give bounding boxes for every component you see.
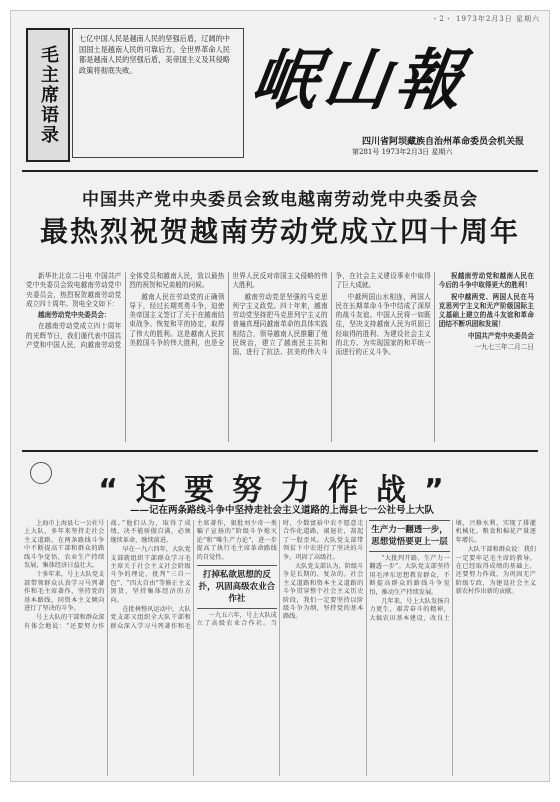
paragraph: 中越两国山水相连，两国人民在长期革命斗争中结成了深厚的战斗友谊。中国人民将一如既往，坚决支持越南人民为巩固已经取得的胜利、为建设社会主义的北方、为实现国家的和平统一而进行的正义斗争。 (335, 292, 431, 357)
paragraph: 一九五六年，号上大队成立了高级农业合作社。当时，少数富裕中农不愿意走合作化道路，闹退社，刮起了一股歪风。大队党支部带领贫下中农进行了坚决的斗争，巩固了高级社。 (196, 520, 364, 628)
paragraph: 上海市上海县七一公社号上大队，多年来坚持走社会主义道路，在两条路线斗争中不断提高干部和群众的路线斗争觉悟，农业生产持续发展，集体经济日益壮大。 (24, 520, 105, 570)
quote-label-char: 录 (38, 125, 59, 145)
article-telegram (26, 272, 534, 442)
article-date: 一九七三年二月二日 (474, 343, 534, 352)
quote-label-char: 语 (38, 105, 59, 125)
quote-label-char: 毛 (38, 45, 59, 65)
article-feature (24, 520, 536, 776)
feature-title: “还要努力作战” (98, 473, 462, 508)
headline-main: 最热烈祝贺越南劳动党成立四十周年 (39, 215, 520, 248)
paragraph: 大队干部和群众说：我们一定要牢记毛主席的教导，在已经取得成绩的基础上，还要努力作战，为巩固无产阶级专政，为建设社会主义新农村作出新的贡献。 (455, 546, 536, 596)
paragraph: 越南劳动党是坚强的马克思列宁主义政党。四十年来，越南劳动党坚持把马克思列宁主义的普遍真理同越南革命的具体实践相结合，领导越南人民推翻了殖民统治，建立了越南民主共和国，进行了抗法、抗美的伟大斗争，在社会主义建设事业中取得了巨大成就。 (232, 272, 431, 357)
signature: 中国共产党中央委员会 (468, 331, 534, 340)
headline-primary: 中国共产党中央委员会致电越南劳动党中央委员会 (82, 190, 478, 210)
paragraph: 在批林整风运动中，大队党支部又组织全大队干部和群众深入学习马列著作和毛主席著作，狠批刘少奇一类骗子宣扬的“阶级斗争熄灭论”和“唯生产力论”，进一步提高了执行毛主席革命路线的自觉性。 (110, 520, 277, 630)
masthead (246, 40, 542, 140)
subhead: 打掉私欲思想的反扑，巩固高级农业合作社 (197, 565, 277, 609)
issue-line: 第281号 1973年2月3日 星期六 (352, 148, 453, 156)
quote-label-char: 主 (38, 65, 59, 85)
date-strip: ・2・ 1973年2月3日 星期六 (431, 15, 540, 23)
paragraph: 号上大队的干部和群众深有体会地说：“还要努力作战。”他们认为，取得了成绩，决不能骄傲自满，必须继续革命，继续前进。 (24, 520, 191, 630)
newspaper-page (10, 10, 550, 782)
paragraph: 越南劳动党中央委员会： (38, 311, 111, 320)
feature-subtitle: ——记在两条路线斗争中坚持走社会主义道路的上海县七一公社号上大队 (130, 505, 435, 516)
paragraph: 祝越南劳动党和越南人民在今后的斗争中取得更大的胜利！ (438, 272, 534, 290)
quote-label-char: 席 (38, 85, 59, 105)
paragraph: 大队党支部认为，阶级斗争是长期的、复杂的。社会主义道路和资本主义道路的斗争贯穿整个社会主义历史阶段，我们一定要坚持以阶级斗争为纲，坚持党的基本路线。 (282, 563, 364, 621)
masthead-subtitle: 四川省阿坝藏族自治州革命委员会机关报 (362, 137, 525, 147)
paragraph: 新华社北京二日电 中国共产党中央委员会致电越南劳动党中央委员会，热烈祝贺越南劳动党成立四十周年。贺电全文如下： (26, 272, 122, 308)
paragraph: 越南人民在劳动党的正确领导下，经过长期英勇斗争，迫使美帝国主义签订了关于在越南结束战争、恢复和平的协定，取得了伟大的胜利。这是越南人民抗美救国斗争的伟大胜利，也是全世界人民反对帝国主义侵略的伟大胜利。 (129, 272, 328, 348)
paragraph: 几年来，号上大队发扬自力更生、艰苦奋斗的精神，大搞农田基本建设，改良土壤，兴修水利，实现了排灌机械化，粮食和棉花产量逐年增长。 (369, 520, 536, 622)
mao-quote-text: 七亿中国人民是越南人民的坚强后盾，辽阔的中国国土是越南人民的可靠后方。全世界革命人民都是越南人民的坚强后盾，美帝国主义及其侵略政策将彻底失败。 (72, 28, 244, 158)
masthead-title: 岷山報 (246, 41, 474, 119)
divider (22, 450, 538, 452)
paragraph: 祝中越两党、两国人民在马克思列宁主义和无产阶级国际主义基础上建立的战斗友谊和革命团结不断巩固和发展！ (438, 292, 534, 329)
paragraph: 十多年来，号上大队党支部带领群众认真学习马列著作和毛主席著作，坚持党的基本路线，同资本主义倾向进行了坚决的斗争。 (24, 571, 105, 613)
divider (22, 170, 538, 172)
paragraph: “大批判开路，生产力一翻透一步”。大队党支部坚持用毛泽东思想教育群众，不断提高群众的路线斗争觉悟，推动生产持续发展。 (369, 555, 450, 596)
paragraph: 早在一九六四年，大队党支部就组织干部群众学习毛主席关于社会主义社会阶级斗争的理论，批判“三自一包”、“四大自由”等修正主义黑货，坚持集体经济的方向。 (110, 546, 191, 604)
paragraph: 在越南劳动党成立四十周年的光辉节日，我们谨代表中国共产党和中国人民，向越南劳动党全体党员和越南人民，致以最热烈的祝贺和兄弟般的问候。 (26, 272, 225, 350)
quote-label-box (26, 28, 70, 162)
subhead: 生产力一翻透一步，思想觉悟要更上一层 (369, 520, 449, 552)
